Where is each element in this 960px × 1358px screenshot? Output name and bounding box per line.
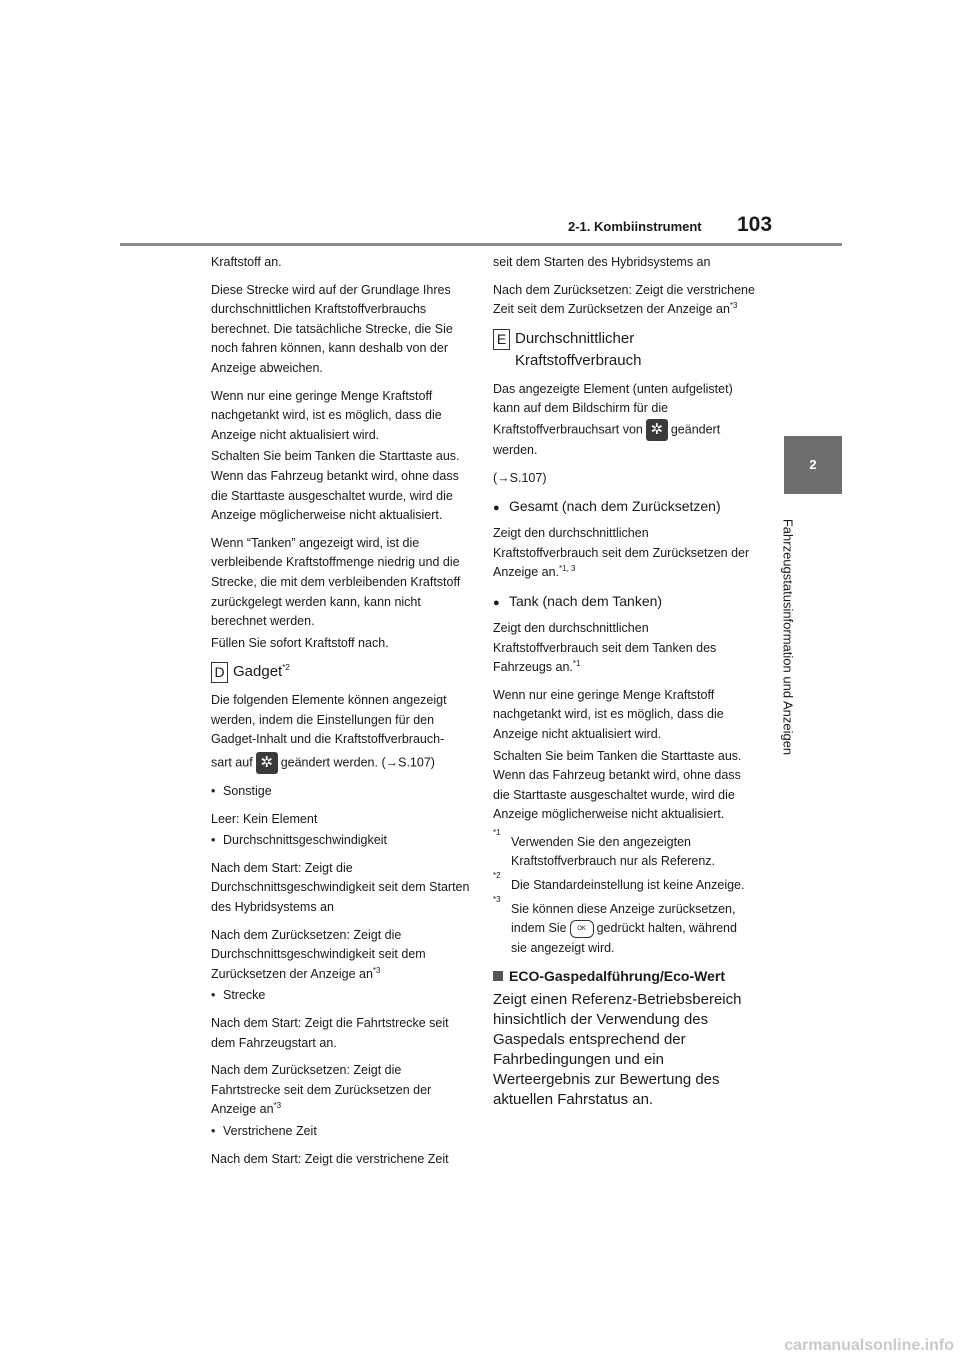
paragraph: Wenn nur eine geringe Menge Kraftstoff nachgetankt wird, ist es möglich, dass die Anzeige nicht aktualisiert wird. [493,687,724,741]
paragraph [211,752,471,774]
footnote-ref: *1 [572,658,581,668]
paragraph: Nach dem Start: Zeigt die verstrichene Zeit [211,1151,449,1166]
paragraph [493,281,755,320]
settings-gear-icon [256,752,278,774]
paragraph: Kraftstoff an. [211,255,282,269]
paragraph [211,1061,471,1120]
footnote [493,871,755,896]
subheading: ● Tank (nach dem Tanken) [493,591,755,613]
footnote-ref: *3 [273,1101,282,1111]
text: sart auf [211,755,253,770]
text: Nach dem Zurücksetzen: Zeigt die verstrichene Zeit seit dem Zurücksetzen der Anzeige an [493,282,755,317]
text: Nach dem Zurücksetzen: Zeigt die Fahrtstrecke seit dem Zurücksetzen der Anzeige an [211,1063,432,1117]
paragraph [493,380,755,461]
footnote-text: Verwenden Sie den angezeigten Kraftstoffverbrauch nur als Referenz. [511,834,716,869]
subheading: ECO-Gaspedalführung/Eco-Wert [493,966,755,986]
text: Zeigt den durchschnittlichen Kraftstoffverbrauch seit dem Tanken des Fahrzeugs an. [493,620,717,675]
footnote-mark: *1 [493,827,501,837]
footnote-text [511,900,755,959]
paragraph: Zeigt einen Referenz-Betriebsbereich hinsichtlich der Verwendung des Gaspedals entsprechend der Fahrbedingungen und ein Werteergebnis zur Bewertung des aktuellen Fahrstatus an. [493,991,742,1109]
text: Das angezeigte Element (unten aufgelistet) kann auf dem Bildschirm für die Kraftstoffverbrauchsart von [493,381,733,437]
paragraph: Nach dem Start: Zeigt die Durchschnittsgeschwindigkeit seit dem Starten des Hybridsystems an [211,860,470,915]
paragraph: seit dem Starten des Hybridsystems an [493,255,711,269]
right-column [493,253,755,1118]
section-d-heading [211,661,471,683]
list-item: • Verstrichene Zeit [211,1122,471,1142]
list-item: • Strecke [211,986,471,1006]
ok-button-icon: OK [570,920,594,938]
footnote-ref: *1, 3 [559,564,576,574]
paragraph [211,926,471,985]
paragraph: Diese Strecke wird auf der Grundlage Ihres durchschnittlichen Kraftstoffverbrauchs berechnet. Die tatsächliche Strecke, die Sie noch fahren können, kann deshalb von der Anzeige abweichen. [211,282,453,375]
left-column [211,253,471,1177]
text: Nach dem Zurücksetzen: Zeigt die Durchschnittsgeschwindigkeit seit dem Zurücksetzen der Anzeige an [211,927,426,981]
section-d-title: Gadget [233,663,283,681]
paragraph: Schalten Sie beim Tanken die Starttaste aus. Wenn das Fahrzeug betankt wird, ohne dass die Starttaste ausgeschaltet wurde, wird die Anzeige möglicherweise nicht aktualisiert. [211,449,460,523]
paragraph: Nach dem Start: Zeigt die Fahrtstrecke seit dem Fahrzeugstart an. [211,1016,449,1050]
footnote-ref: *3 [729,301,738,311]
list-item: • Sonstige [211,782,471,802]
header-divider [120,243,842,246]
section-title: 2-1. Kombiinstrument [568,219,702,234]
paragraph: (→S.107) [493,470,547,485]
footnote [493,827,755,872]
paragraph: Die folgenden Elemente können angezeigt werden, indem die Einstellungen für den Gadget-Inhalt und die Kraftstoffverbrauch- [211,693,447,747]
text: Sie können diese Anzeige zurücksetzen, indem Sie [511,901,736,936]
page-number: 103 [737,213,773,236]
chapter-tab: 2 [784,436,842,494]
footnote-ref: *3 [372,965,381,975]
settings-gear-icon [646,419,668,441]
section-letter-e: E [493,329,510,350]
paragraph: Schalten Sie beim Tanken die Starttaste aus. Wenn das Fahrzeug betankt wird, ohne dass die Starttaste ausgeschaltet wurde, wird die Anzeige möglicherweise nicht aktualisiert. [493,748,742,822]
chapter-label-text: Fahrzeugstatusinformation und Anzeigen [780,518,796,756]
chapter-label [772,508,804,766]
footnote-mark: *3 [493,894,501,904]
footnote [493,894,755,959]
text: Zeigt den durchschnittlichen Kraftstoffverbrauch seit dem Zurücksetzen der Anzeige an. [493,526,750,580]
footnote-text: Die Standardeinstellung ist keine Anzeige. [511,878,745,893]
section-letter-d: D [211,662,228,683]
watermark: carmanualsonline.info [784,1337,954,1354]
text: gedrückt halten, während sie angezeigt wird. [511,921,737,955]
paragraph: Füllen Sie sofort Kraftstoff nach. [211,635,389,650]
footnote-ref: *2 [282,663,290,673]
paragraph: Wenn “Tanken” angezeigt wird, ist die verbleibende Kraftstoffmenge niedrig und die Strecke, die mit dem verbleibenden Kraftstoff zurückgelegt werden kann, kann nicht berechnet werden. [211,535,461,629]
paragraph [493,619,755,678]
text: geändert werden. [493,422,721,457]
paragraph [493,524,755,583]
paragraph: Leer: Kein Element [211,811,318,826]
section-e-heading [493,328,755,372]
subheading: ● Gesamt (nach dem Zurücksetzen) [493,496,755,518]
list-item: • Durchschnittsgeschwindigkeit [211,831,471,851]
footnote-mark: *2 [493,871,501,881]
section-e-title: Durchschnittlicher Kraftstoffverbrauch [515,329,642,369]
text: geändert werden. (→S.107) [280,755,435,770]
paragraph: Wenn nur eine geringe Menge Kraftstoff nachgetankt wird, ist es möglich, dass die Anzeige nicht aktualisiert wird. [211,388,442,442]
